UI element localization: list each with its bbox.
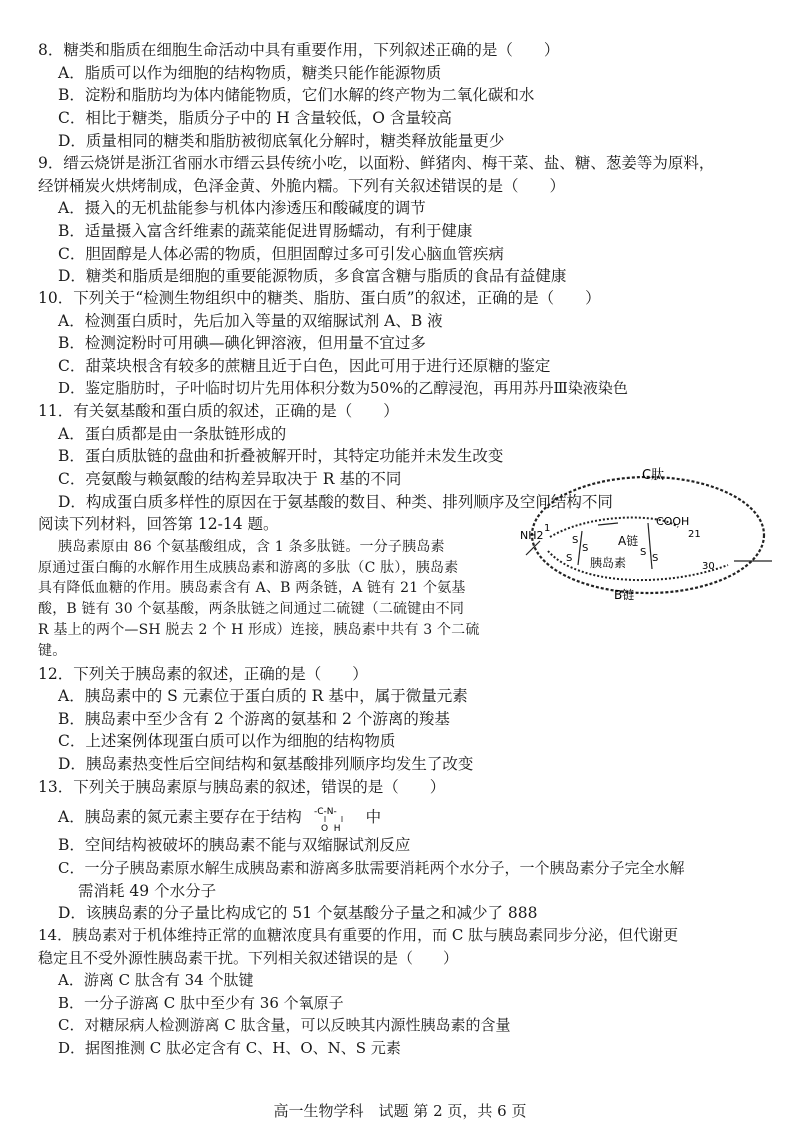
q14-stem-line2: 稳定且不受外源性胰岛素干扰。下列相关叙述错误的是（ ） — [38, 948, 459, 967]
structure-top: -C-N- — [313, 807, 337, 817]
q12-stem: 12．下列关于胰岛素的叙述，正确的是（ ） — [38, 664, 368, 683]
q10-option-b: B．检测淀粉时可用碘—碘化钾溶液，但用量不宜过多 — [58, 334, 426, 353]
sulfur-label: S — [582, 543, 589, 555]
q10-option-c: C．甜菜块根含有较多的蔗糖且近于白色，因此可用于进行还原糖的鉴定 — [58, 356, 551, 375]
q13-option-d: D．该胰岛素的分子量比构成它的 51 个氨基酸分子量之和减少了 888 — [58, 904, 538, 923]
page-footer: 高一生物学科 试题 第 2 页，共 6 页 — [273, 1102, 527, 1120]
q13-option-c-line2: 需消耗 49 个水分子 — [78, 881, 217, 900]
q12-option-b: B．胰岛素中至少含有 2 个游离的氨基和 2 个游离的羧基 — [58, 709, 450, 728]
q14-option-b: B．一分子游离 C 肽中至少有 36 个氧原子 — [58, 993, 344, 1012]
q11-option-a: A．蛋白质都是由一条肽链形成的 — [58, 424, 287, 443]
q13-option-b: B．空间结构被破坏的胰岛素不能与双缩脲试剂反应 — [58, 836, 411, 855]
sulfur-label: S — [640, 547, 647, 559]
material-line: 原通过蛋白酶的水解作用生成胰岛素和游离的多肽（C 肽），胰岛素 — [38, 559, 459, 576]
q12-option-a: A．胰岛素中的 S 元素位于蛋白质的 R 基中，属于微量元素 — [58, 687, 468, 706]
q9-stem-line2: 经饼桶炭火烘烤制成，色泽金黄、外脆内糯。下列有关叙述错误的是（ ） — [38, 176, 566, 195]
q13-stem: 13．下列关于胰岛素原与胰岛素的叙述，错误的是（ ） — [38, 777, 446, 796]
q9-option-b: B．适量摄入富含纤维素的蔬菜能促进胃肠蠕动，有利于健康 — [58, 222, 473, 240]
q14-option-d: D．据图推测 C 肽必定含有 C、H、O、N、S 元素 — [58, 1038, 401, 1057]
material-line: 具有降低血糖的作用。胰岛素含有 A、B 两条链，A 链有 21 个氨基 — [38, 580, 466, 597]
q8-option-c: C．相比于糖类，脂质分子中的 H 含量较低，O 含量较高 — [58, 108, 452, 127]
q11-option-c: C．亮氨酸与赖氨酸的结构差异取决于 R 基的不同 — [58, 469, 402, 488]
sulfur-label: S — [566, 553, 573, 565]
q12-option-c: C．上述案例体现蛋白质可以作为细胞的结构物质 — [58, 732, 396, 751]
q10-stem: 10．下列关于“检测生物组织中的糖类、脂肪、蛋白质”的叙述，正确的是（ ） — [38, 288, 601, 307]
material-line: R 基上的两个—SH 脱去 2 个 H 形成）连接，胰岛素中共有 3 个二硫 — [38, 622, 480, 639]
q9-option-c: C．胆固醇是人体必需的物质，但胆固醇过多可引发心脑血管疾病 — [58, 244, 504, 263]
material-line: 键。 — [38, 642, 67, 659]
q9-stem-line1: 9．缙云烧饼是浙江省丽水市缙云县传统小吃，以面粉、鲜猪肉、梅干菜、盐、糖、葱姜等为原料， — [38, 154, 715, 173]
q11-stem: 11．有关氨基酸和蛋白质的叙述，正确的是（ ） — [38, 402, 399, 421]
q14-option-c: C．对糖尿病人检测游离 C 肽含量，可以反映其内源性胰岛素的含量 — [58, 1016, 511, 1035]
q9-option-a: A．摄入的无机盐能参与机体内渗透压和酸碱度的调节 — [58, 199, 426, 218]
sulfur-label: S — [572, 535, 579, 547]
structure-bottom: O H — [320, 824, 341, 833]
material-line: 酸，B 链有 30 个氨基酸，两条肽链之间通过二硫键（二硫键由不同 — [38, 601, 465, 618]
q14-option-a: A．游离 C 肽含有 34 个肽键 — [58, 971, 254, 990]
q12-option-d: D．胰岛素热变性后空间结构和氨基酸排列顺序均发生了改变 — [58, 755, 474, 774]
b-chain-label: B链 — [614, 588, 635, 603]
nh2-label: NH2 — [520, 529, 544, 543]
q10-option-a: A．检测蛋白质时，先后加入等量的双缩脲试剂 A、B 液 — [58, 311, 443, 330]
q10-option-d: D．鉴定脂肪时，子叶临时切片先用体积分数为50%的乙醇浸泡，再用苏丹Ⅲ染液染色 — [58, 379, 628, 398]
a-chain-label: A链 — [618, 534, 639, 549]
q13-option-a-text: A．胰岛素的氮元素主要存在于结构 — [58, 808, 302, 826]
q13-option-c-line1: C．一分子胰岛素原水解生成胰岛素和游离多肽需要消耗两个水分子，一个胰岛素分子完全水解 — [58, 859, 685, 878]
residue-30-label: 30 — [702, 561, 715, 573]
cooh-label: COOH — [656, 515, 690, 529]
q9-option-d: D．糖类和脂质是细胞的重要能源物质，多食富含糖与脂质的食品有益健康 — [58, 267, 567, 286]
residue-21-label: 21 — [688, 529, 701, 541]
material-line: 胰岛素原由 86 个氨基酸组成，含 1 条多肽链。一分子胰岛素 — [58, 538, 445, 555]
q11-option-d: D．构成蛋白质多样性的原因在于氨基酸的数目、种类、排列顺序及空间结构不同 — [58, 492, 613, 511]
material-intro: 阅读下列材料，回答第 12-14 题。 — [38, 515, 279, 534]
q11-option-b: B．蛋白质肽链的盘曲和折叠被解开时，其特定功能并未发生改变 — [58, 447, 504, 466]
q8-option-b: B．淀粉和脂肪均为体内储能物质，它们水解的终产物为二氧化碳和水 — [58, 86, 535, 105]
sulfur-label: S — [652, 553, 659, 565]
q8-option-d: D．质量相同的糖类和脂肪被彻底氧化分解时，糖类释放能量更少 — [58, 131, 505, 150]
q14-stem-line1: 14．胰岛素对于机体维持正常的血糖浓度具有重要的作用，而 C 肽与胰岛素同步分泌，但代谢更 — [38, 926, 679, 945]
q13-option-a-suffix: 中 — [365, 808, 382, 826]
q8-stem: 8．糖类和脂质在细胞生命活动中具有重要作用，下列叙述正确的是（ ） — [38, 41, 560, 59]
insulin-label: 胰岛素 — [590, 556, 627, 571]
c-peptide-label: C肽 — [642, 468, 665, 484]
residue-1-label: 1 — [544, 523, 551, 535]
q8-option-a: A．脂质可以作为细胞的结构物质，糖类只能作能源物质 — [58, 63, 442, 82]
